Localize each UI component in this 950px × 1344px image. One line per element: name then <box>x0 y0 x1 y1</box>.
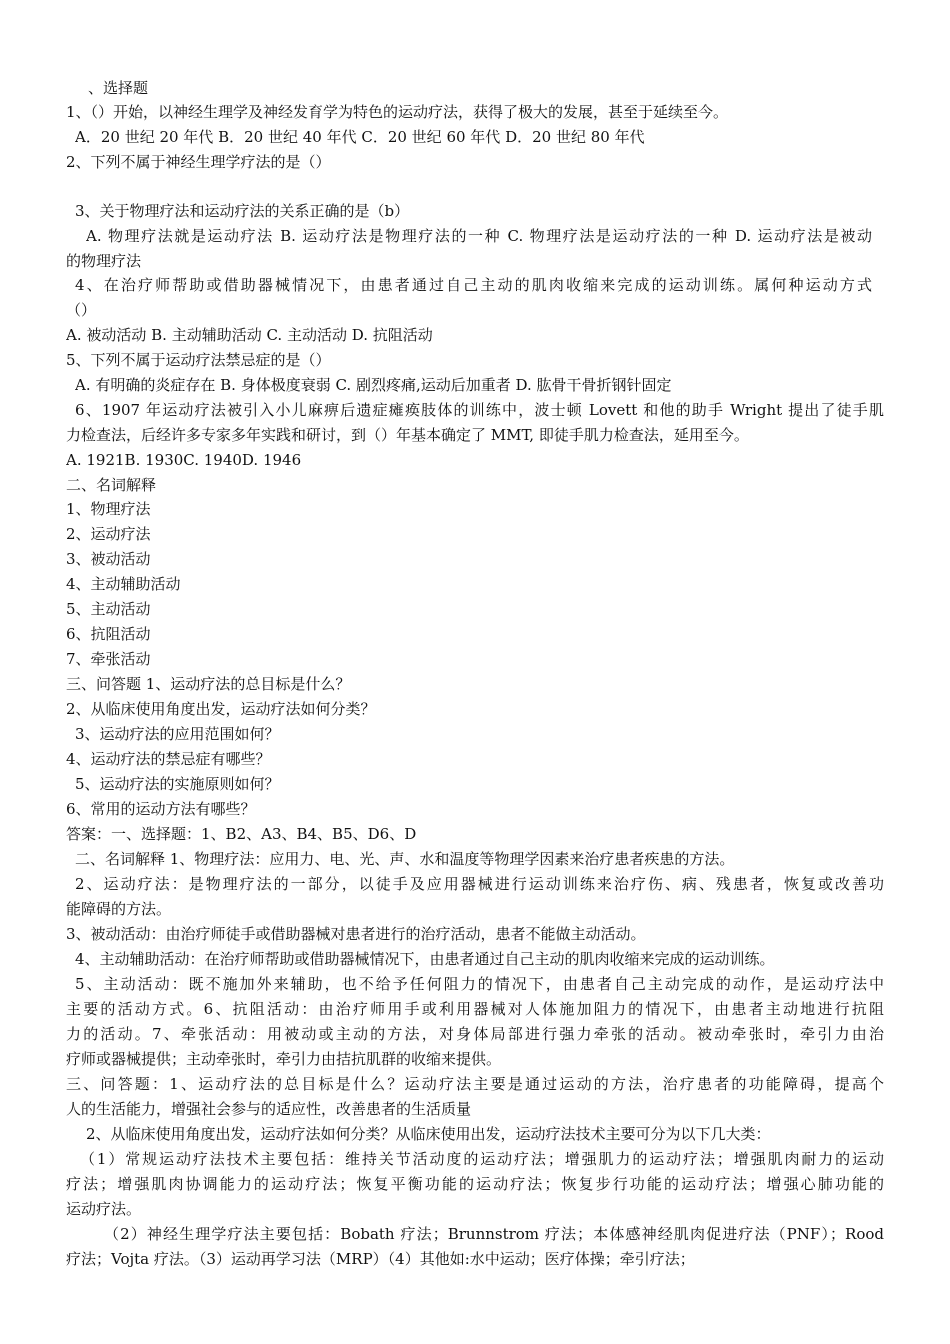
answer-term-5: 5、主动活动：既不施加外来辅助，也不给予任何阻力的情况下，由患者自己主动完成的动作，是运动疗法中 <box>75 975 884 993</box>
question-3-options: A. 物理疗法就是运动疗法 B. 运动疗法是物理疗法的一种 C. 物理疗法是运动疗法的一种 D. 运动疗法是被动 <box>86 227 872 245</box>
term-1: 1、物理疗法 <box>66 500 151 518</box>
section-heading-choice: 、选择题 <box>88 79 149 97</box>
term-3: 3、被动活动 <box>66 550 151 568</box>
question-1: 1、（）开始，以神经生理学及神经发育学为特色的运动疗法，获得了极大的发展，甚至于延续至今。 <box>66 103 729 121</box>
answer-qa-2-item-2: （2）神经生理学疗法主要包括：Bobath 疗法；Brunnstrom 疗法；本体感神经肌肉促进疗法（PNF）；Rood <box>104 1225 884 1243</box>
answer-qa-2-item-1-end: 运动疗法。 <box>66 1200 142 1218</box>
question-4-options: A. 被动活动 B. 主动辅助活动 C. 主动活动 D. 抗阻活动 <box>66 326 433 344</box>
section-heading-terms: 二、名词解释 <box>66 476 157 494</box>
answer-term-7: 力的活动。7、牵张活动：用被动或主动的方法，对身体局部进行强力牵张的活动。被动牵张时，牵引力由治 <box>66 1025 884 1043</box>
answer-qa-2-item-1: （1）常规运动疗法技术主要包括：维持关节活动度的运动疗法；增强肌力的运动疗法；增强肌肉耐力的运动 <box>80 1150 884 1168</box>
answer-qa-2-item-2-4: 疗法；Vojta 疗法。（3）运动再学习法（MRP）（4）其他如:水中运动；医疗体操；牵引疗法； <box>66 1250 695 1268</box>
answer-term-7-cont: 疗师或器械提供；主动牵张时，牵引力由拮抗肌群的收缩来提供。 <box>66 1050 502 1068</box>
answer-key-choice: 答案：一、选择题：1、B2、A3、B4、B5、D6、D <box>66 825 417 843</box>
answer-term-1: 二、名词解释 1、物理疗法：应用力、电、光、声、水和温度等物理学因素来治疗患者疾患的方法。 <box>75 850 735 868</box>
question-6-options: A. 1921B. 1930C. 1940D. 1946 <box>66 451 302 469</box>
answer-term-5-6: 主要的活动方式。6、抗阻活动：由治疗师用手或利用器械对人体施加阻力的情况下，由患者主动地进行抗阻 <box>66 1000 884 1018</box>
question-6: 6、1907 年运动疗法被引入小儿麻痹后遗症瘫痪肢体的训练中，波士顿 Lovett 和他的助手 Wright 提出了徒手肌 <box>75 401 884 419</box>
question-4: 4、在治疗师帮助或借助器械情况下，由患者通过自己主动的肌肉收缩来完成的运动训练。属何种运动方式 <box>75 276 872 294</box>
term-2: 2、运动疗法 <box>66 525 151 543</box>
term-5: 5、主动活动 <box>66 600 151 618</box>
question-1-options: A．20 世纪 20 年代 B．20 世纪 40 年代 C．20 世纪 60 年代 D．20 世纪 80 年代 <box>75 128 645 146</box>
section-heading-qa: 三、问答题 1、运动疗法的总目标是什么？ <box>66 675 351 693</box>
term-4: 4、主动辅助活动 <box>66 575 181 593</box>
qa-4: 4、运动疗法的禁忌症有哪些？ <box>66 750 271 768</box>
qa-6: 6、常用的运动方法有哪些？ <box>66 800 256 818</box>
term-6: 6、抗阻活动 <box>66 625 151 643</box>
answer-term-4: 4、主动辅助活动：在治疗师帮助或借助器械情况下，由患者通过自己主动的肌肉收缩来完成的运动训练。 <box>75 950 775 968</box>
qa-3: 3、运动疗法的应用范围如何？ <box>75 725 280 743</box>
answer-qa-1: 三、问答题：1、运动疗法的总目标是什么？运动疗法主要是通过运动的方法，治疗患者的功能障碍，提高个 <box>66 1075 884 1093</box>
question-3: 3、关于物理疗法和运动疗法的关系正确的是（b） <box>75 202 410 220</box>
answer-term-2: 2、运动疗法：是物理疗法的一部分，以徒手及应用器械进行运动训练来治疗伤、病、残患者，恢复或改善功 <box>75 875 884 893</box>
term-7: 7、牵张活动 <box>66 650 151 668</box>
question-2: 2、下列不属于神经生理学疗法的是（） <box>66 153 331 171</box>
qa-2: 2、从临床使用角度出发，运动疗法如何分类？ <box>66 700 376 718</box>
qa-5: 5、运动疗法的实施原则如何？ <box>75 775 280 793</box>
question-5-options: A. 有明确的炎症存在 B. 身体极度衰弱 C. 剧烈疼痛,运动后加重者 D. 肱骨干骨折钢针固定 <box>75 376 672 394</box>
question-6-cont: 力检查法，后经许多专家多年实践和研讨，到（）年基本确定了 MMT, 即徒手肌力检查法，延用至今。 <box>66 426 749 444</box>
answer-qa-2: 2、从临床使用角度出发，运动疗法如何分类？从临床使用出发，运动疗法技术主要可分为以下几大类： <box>86 1125 771 1143</box>
answer-qa-1-cont: 人的生活能力，增强社会参与的适应性，改善患者的生活质量 <box>66 1100 472 1118</box>
answer-qa-2-item-1-cont: 疗法；增强肌肉协调能力的运动疗法；恢复平衡功能的运动疗法；恢复步行功能的运动疗法；增强心肺功能的 <box>66 1175 884 1193</box>
question-4-cont: （） <box>66 301 97 319</box>
question-5: 5、下列不属于运动疗法禁忌症的是（） <box>66 351 331 369</box>
question-3-options-cont: 的物理疗法 <box>66 252 142 270</box>
answer-term-3: 3、被动活动：由治疗师徒手或借助器械对患者进行的治疗活动，患者不能做主动活动。 <box>66 925 646 943</box>
answer-term-2-cont: 能障碍的方法。 <box>66 900 172 918</box>
